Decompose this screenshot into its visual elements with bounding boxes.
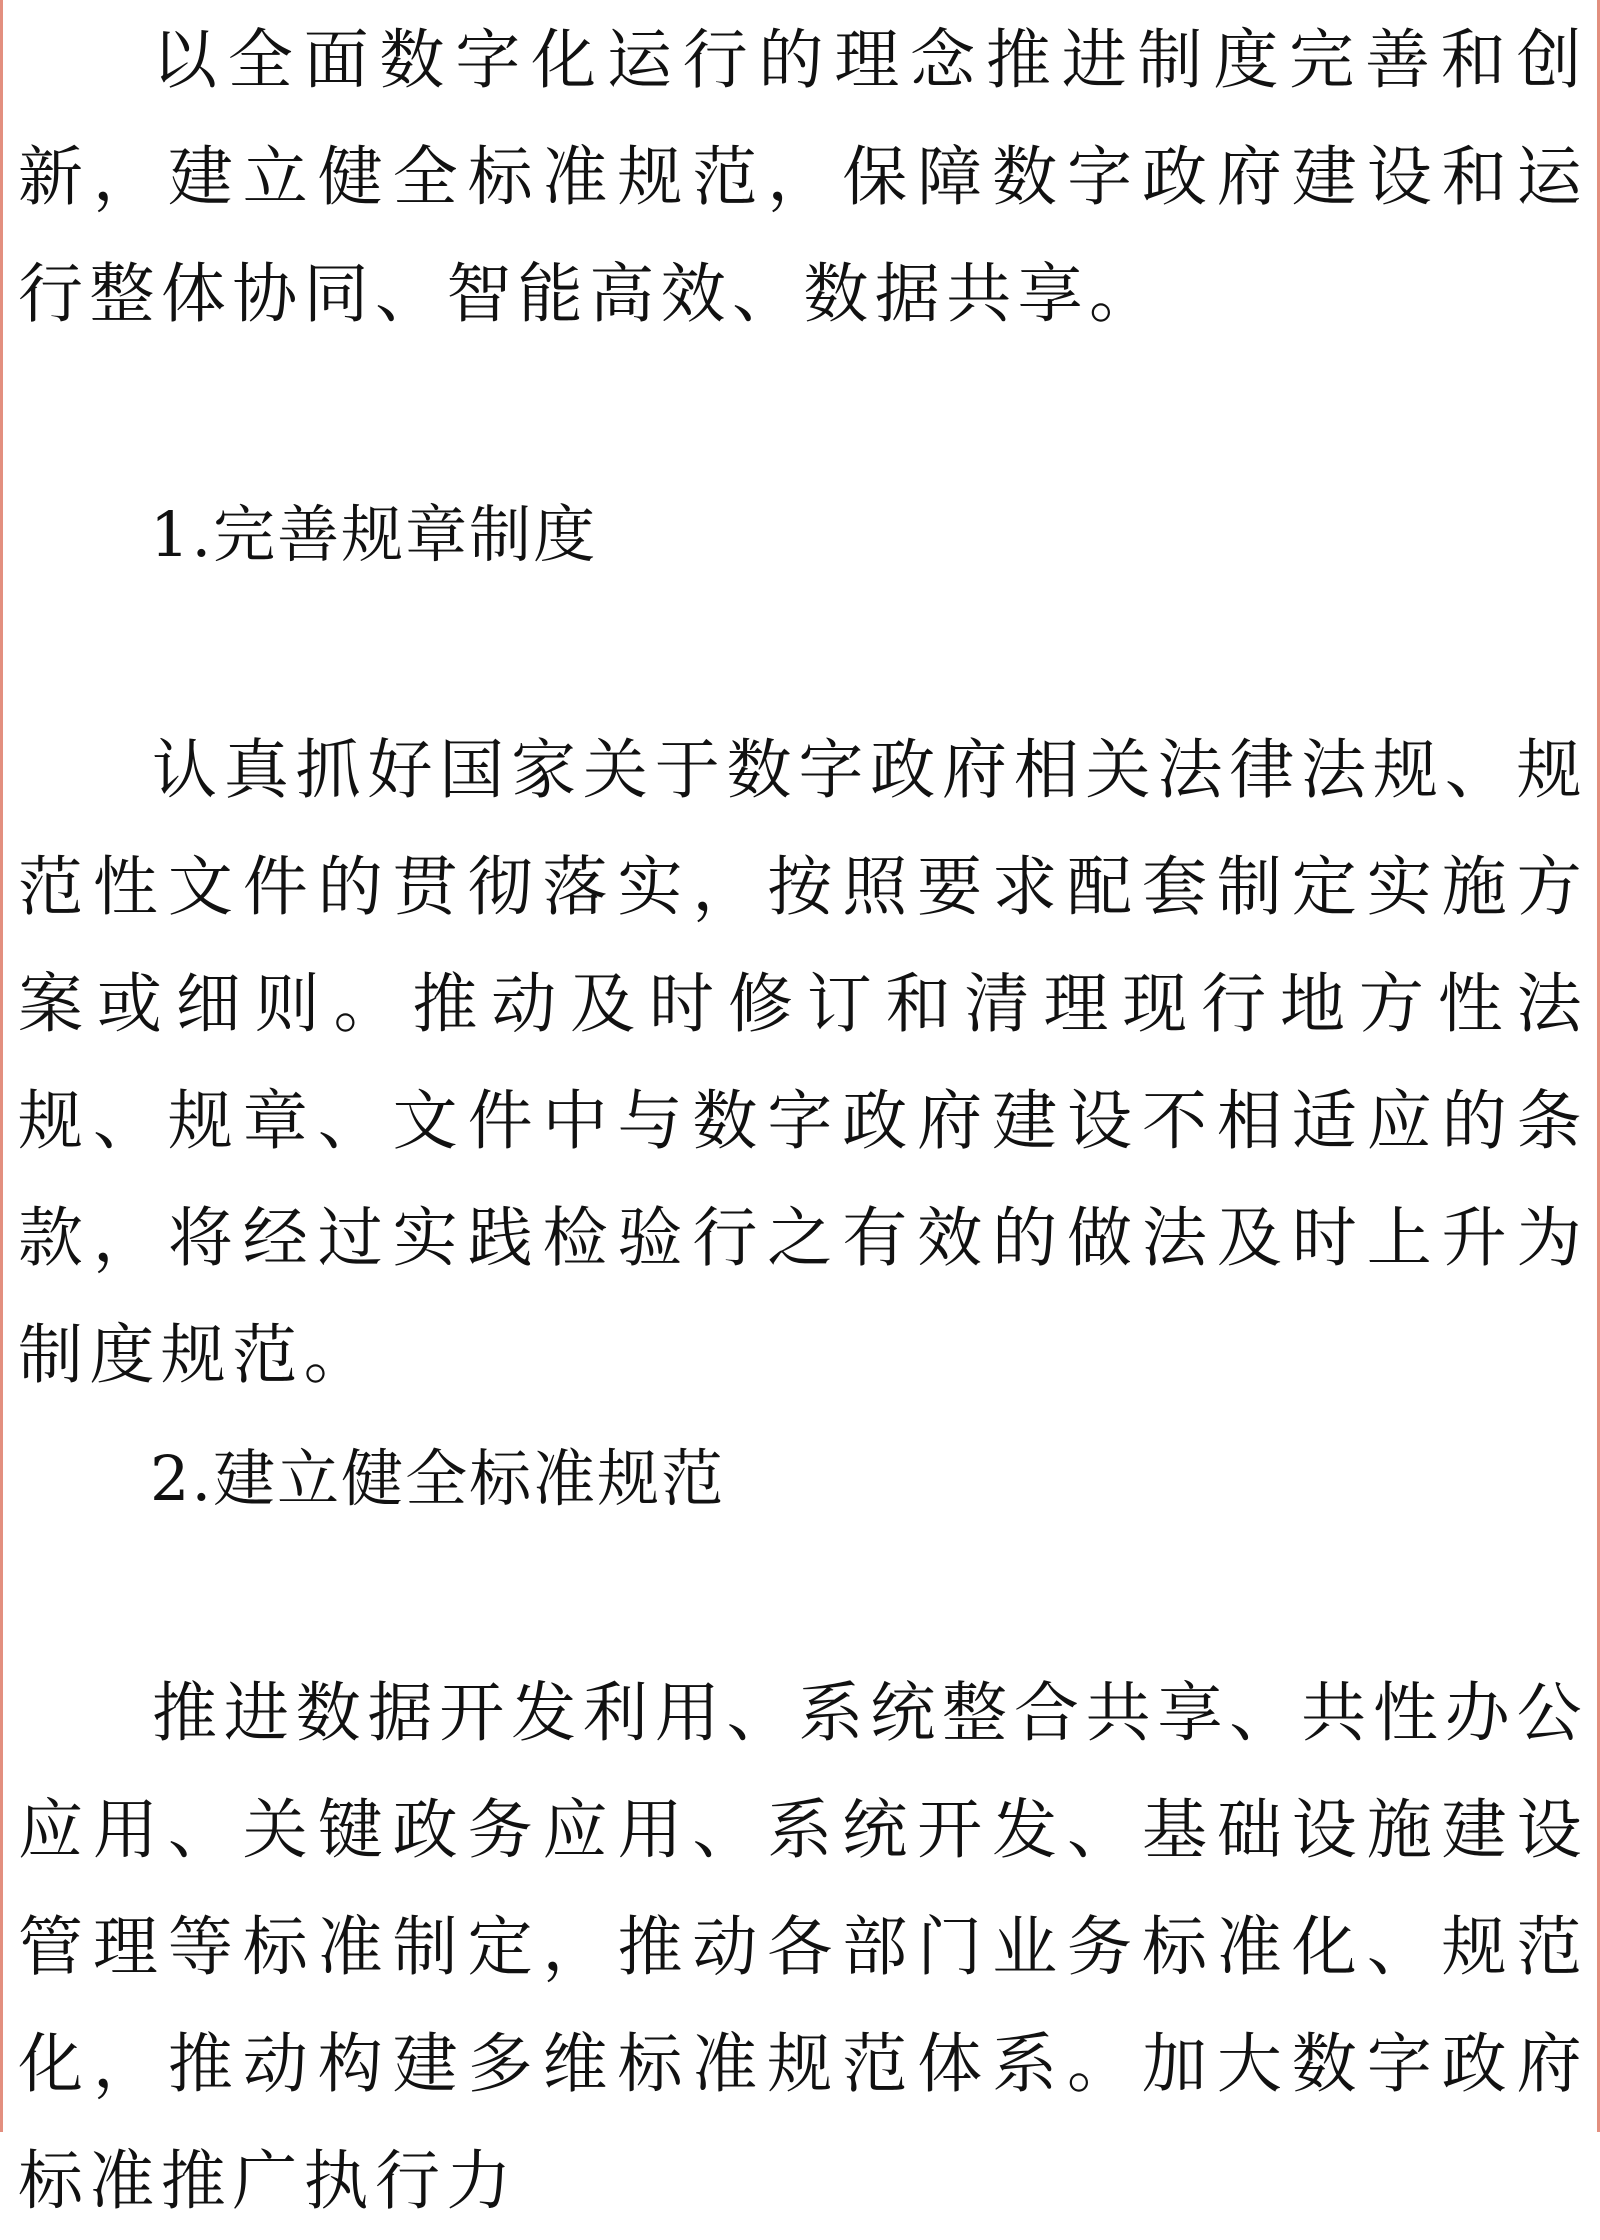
paragraph-standards: 推进数据开发利用、系统整合共享、共性办公应用、关键政务应用、系统开发、基础设施建设管理等标准制定，推动各部门业务标准化、规范化，推动构建多维标准规范体系。加大数字政府标准推广执行力 — [18, 1676, 1588, 2219]
paragraph-regulations: 认真抓好国家关于数字政府相关法律法规、规范性文件的贯彻落实，按照要求配套制定实施方案或细则。推动及时修订和清理现行地方性法规、规章、文件中与数字政府建设不相适应的条款，将经过实践检验行之有效的做法及时上升为制度规范。 — [18, 733, 1588, 1393]
section-heading-regulations: 1.完善规章制度 — [150, 498, 598, 571]
paragraph-intro: 以全面数字化运行的理念推进制度完善和创新，建立健全标准规范，保障数字政府建设和运行整体协同、智能高效、数据共享。 — [18, 23, 1588, 332]
section-heading-standards: 2.建立健全标准规范 — [150, 1442, 726, 1515]
